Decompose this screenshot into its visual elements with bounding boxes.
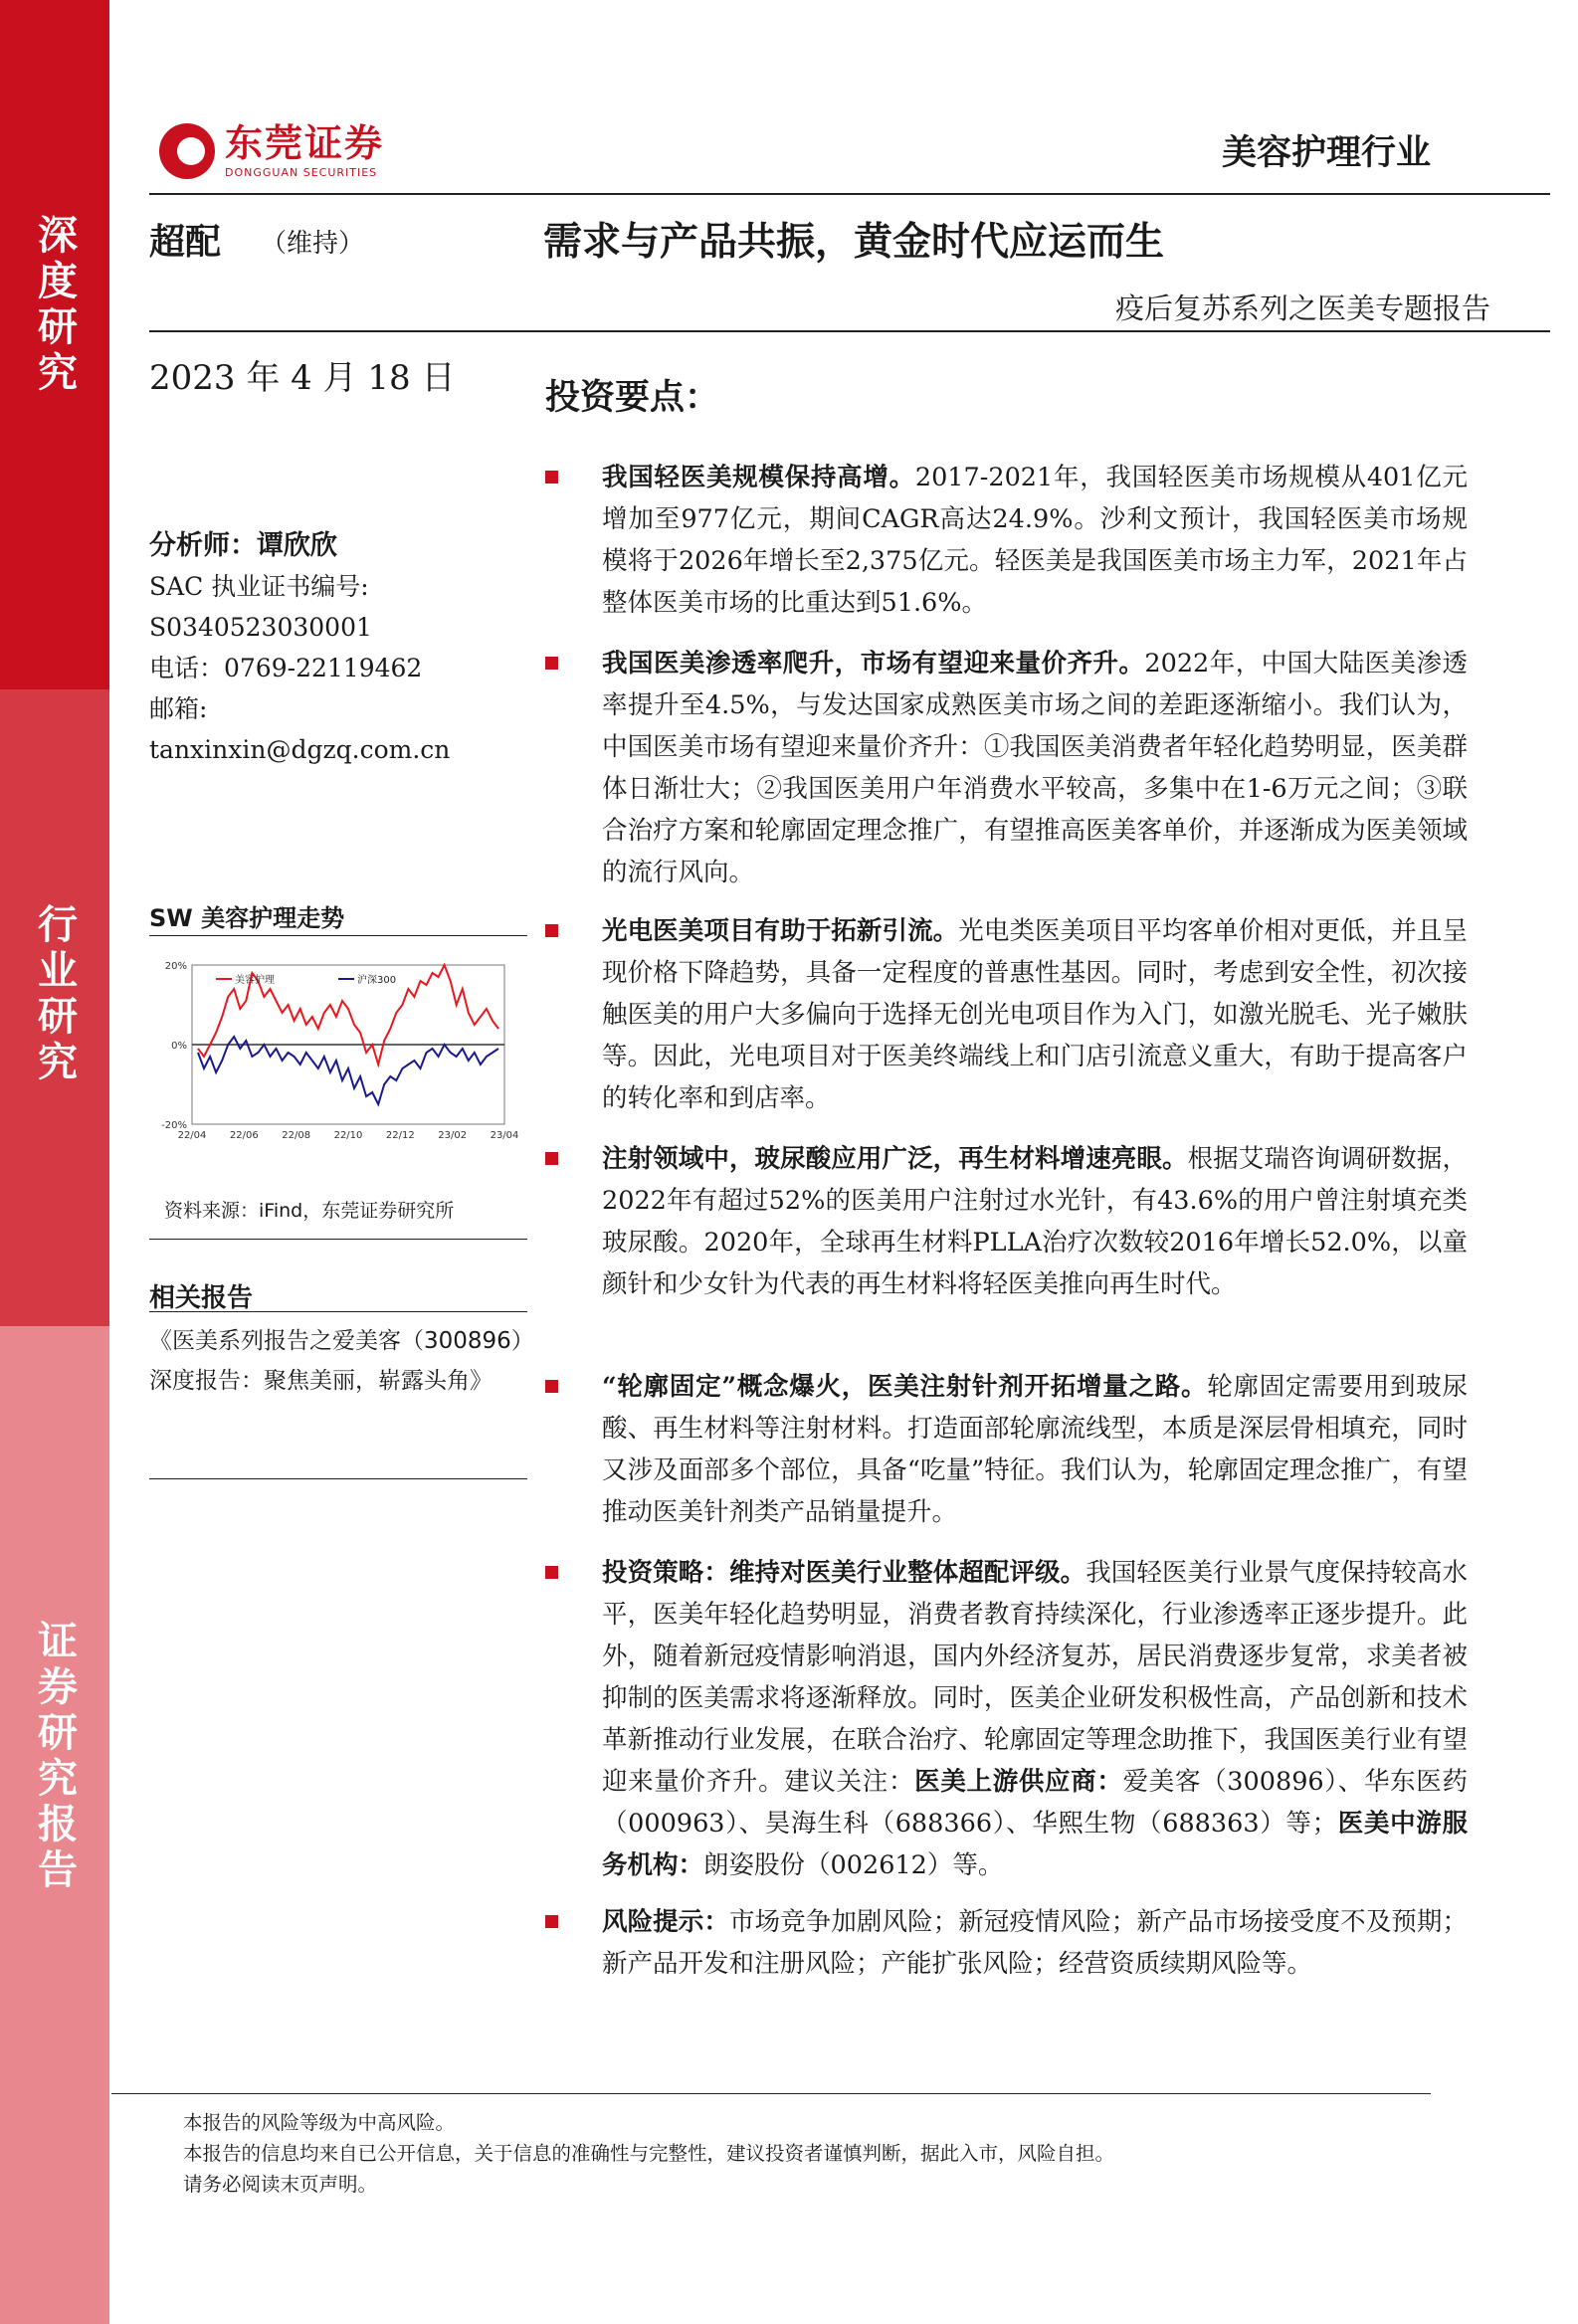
legend-label: 美容护理 [235, 975, 275, 986]
series-line-csi300 [198, 1037, 498, 1104]
related-report[interactable] [149, 1321, 534, 1401]
report-subtitle: 疫后复苏系列之医美专题报告 [1114, 291, 1490, 325]
key-point-lead: 投资策略：维持对医美行业整体超配评级。 [602, 1558, 1086, 1588]
key-point [545, 1138, 1490, 1305]
key-point-body: 轮廓固定需要用到玻尿酸、再生材料等注射材料。打造面部轮廓流线型，本质是深层骨相填充，同时又涉及面部多个部位，具备“吃量”特征。我们认为，轮廓固定理念推广，有望推动医美针剂类产品销量提升。 [602, 1372, 1468, 1527]
key-points-title: 投资要点： [545, 378, 720, 418]
key-point-lead: 注射领域中，玻尿酸应用广泛，再生材料增速亮眼。 [602, 1144, 1188, 1174]
key-point-lead: 医美中游服务机构： [602, 1809, 1468, 1880]
related-reports-title: 相关报告 [149, 1283, 254, 1313]
key-point-lead: 我国医美渗透率爬升，市场有望迎来量价齐升。 [602, 649, 1145, 678]
rating-status: （维持） [261, 229, 365, 259]
trend-chart [154, 953, 519, 1152]
related-report-line: 深度报告：聚焦美丽，崭露头角》 [149, 1368, 493, 1394]
title-divider [149, 330, 1550, 332]
y-tick-label: 0% [171, 1041, 187, 1052]
x-tick-label: 23/02 [438, 1130, 468, 1141]
analyst-cert-number: S0340523030001 [149, 613, 372, 642]
related-report-line: 《医美系列报告之爱美客（300896） [149, 1328, 534, 1354]
side-band-label: 深度研究 [31, 214, 78, 397]
report-date: 2023 年 4 月 18 日 [149, 358, 456, 398]
key-point [545, 643, 1490, 893]
company-logo [159, 120, 385, 179]
bullet-square-icon [545, 924, 558, 937]
report-title: 需求与产品共振，黄金时代应运而生 [543, 220, 1165, 265]
footer-disclaimer [183, 2107, 1114, 2200]
logo-name-cn: 东莞证券 [225, 120, 385, 165]
key-point-text [602, 1366, 1468, 1533]
key-point-text [602, 457, 1468, 624]
logo-mark-icon [159, 123, 215, 179]
bullet-square-icon [545, 657, 558, 670]
key-point-body: 光电类医美项目平均客单价相对更低，并且呈现价格下降趋势，具备一定程度的普惠性基因。同时，考虑到安全性，初次接触医美的用户大多偏向于选择无创光电项目作为入门，如激光脱毛、光子嫩肤等。因此，光电项目对于医美终端线上和门店引流意义重大，有助于提高客户的转化率和到店率。 [602, 916, 1468, 1113]
footer-line: 请务必阅读末页声明。 [183, 2173, 378, 2196]
bullet-square-icon [545, 1566, 558, 1579]
key-point [545, 457, 1490, 624]
legend-label: 沪深300 [357, 975, 397, 986]
key-point-body: 爱美客（300896）、华东医药（000963）、昊海生科（688366）、华熙生物（688363）等； [602, 1767, 1468, 1839]
analyst-cert-label: SAC 执业证书编号: [149, 572, 369, 601]
key-point-body: 2017-2021年，我国轻医美市场规模从401亿元增加至977亿元，期间CAGR高达24.9%。沙利文预计，我国轻医美市场规模将于2026年增长至2,375亿元。轻医美是我国医美市场主力军，2021年占整体医美市场的比重达到51.6%。 [602, 463, 1468, 618]
key-point [545, 1901, 1490, 1985]
analyst-email-label: 邮箱: [149, 694, 208, 723]
key-point-body: 市场竞争加剧风险；新冠疫情风险；新产品市场接受度不及预期；新产品开发和注册风险；产能扩张风险；经营资质续期风险等。 [602, 1907, 1468, 1979]
bullet-square-icon [545, 1915, 558, 1928]
footer-line: 本报告的信息均来自已公开信息，关于信息的准确性与完整性，建议投资者谨慎判断，据此入市，风险自担。 [183, 2142, 1115, 2165]
key-point-lead: 光电医美项目有助于拓新引流。 [602, 916, 959, 946]
key-point [545, 910, 1490, 1119]
rating-label: 超配 [149, 222, 222, 263]
bullet-square-icon [545, 1152, 558, 1165]
x-tick-label: 23/04 [490, 1130, 519, 1141]
y-tick-label: -20% [161, 1120, 187, 1131]
related-bottom-divider [149, 1478, 527, 1479]
key-point-lead: 医美上游供应商： [914, 1767, 1123, 1797]
side-band-securities-report [0, 1326, 109, 2324]
side-band-industry-research [0, 689, 109, 1326]
analyst-name: 分析师：谭欣欣 [149, 530, 337, 561]
key-point-body: 朗姿股份（002612）等。 [703, 1850, 1004, 1880]
key-point-body: 我国轻医美行业景气度保持较高水平，医美年轻化趋势明显，消费者教育持续深化，行业渗透率正逐步提升。此外，随着新冠疫情影响消退，国内外经济复苏，居民消费逐步复常，求美者被抑制的医美需求将逐渐释放。同时，医美企业研发积极性高，产品创新和技术革新推动行业发展，在联合治疗、轮廓固定等理念助推下，我国医美行业有望迎来量价齐升。建议关注： [602, 1558, 1468, 1797]
analyst-info [149, 525, 450, 770]
key-point-body: 2022年，中国大陆医美渗透率提升至4.5%，与发达国家成熟医美市场之间的差距逐渐缩小。我们认为，中国医美市场有望迎来量价齐升：①我国医美消费者年轻化趋势明显，医美群体日渐壮大；②我国医美用户年消费水平较高，多集中在1-6万元之间；③联合治疗方案和轮廓固定理念推广，有望推高医美客单价，并逐渐成为医美领域的流行风向。 [602, 649, 1468, 887]
header-divider [149, 193, 1550, 195]
footer-divider [111, 2093, 1431, 2094]
related-title-divider [149, 1311, 527, 1312]
x-tick-label: 22/08 [282, 1130, 311, 1141]
key-point-lead: “轮廓固定”概念爆火，医美注射针剂开拓增量之路。 [602, 1372, 1208, 1402]
key-point-text [602, 1138, 1468, 1305]
side-band-label: 证券研究报告 [31, 1620, 78, 1894]
key-point-lead: 风险提示： [602, 1907, 729, 1937]
key-point-text [602, 1552, 1468, 1886]
key-point [545, 1552, 1490, 1886]
key-point-lead: 我国轻医美规模保持高增。 [602, 463, 915, 492]
y-tick-label: 20% [164, 961, 187, 972]
chart-source: 资料来源：iFind，东莞证券研究所 [164, 1200, 455, 1222]
chart-bottom-divider [149, 1239, 527, 1240]
side-band-label: 行业研究 [31, 903, 78, 1086]
key-point [545, 1366, 1490, 1533]
x-tick-label: 22/10 [333, 1130, 363, 1141]
key-point-text [602, 643, 1468, 893]
side-band-deep-research [0, 0, 109, 689]
bullet-square-icon [545, 1380, 558, 1393]
chart-title-divider [149, 935, 527, 936]
analyst-email: tanxinxin@dgzq.com.cn [149, 735, 451, 764]
key-point-body: 根据艾瑞咨询调研数据，2022年有超过52%的医美用户注射过水光针，有43.6%的用户曾注射填充类玻尿酸。2020年，全球再生材料PLLA治疗次数较2016年增长52.0%，以童颜针和少女针为代表的再生材料将轻医美推向再生时代。 [602, 1144, 1468, 1299]
industry-label: 美容护理行业 [1221, 133, 1431, 173]
logo-name-en: DONGGUAN SECURITIES [225, 165, 378, 179]
key-point-text [602, 910, 1468, 1119]
x-tick-label: 22/04 [177, 1130, 207, 1141]
analyst-phone: 电话：0769-22119462 [149, 654, 423, 682]
x-tick-label: 22/06 [229, 1130, 259, 1141]
chart-title: SW 美容护理走势 [149, 904, 345, 932]
bullet-square-icon [545, 471, 558, 484]
x-tick-label: 22/12 [385, 1130, 415, 1141]
footer-line: 本报告的风险等级为中高风险。 [183, 2111, 456, 2134]
key-point-text [602, 1901, 1468, 1985]
